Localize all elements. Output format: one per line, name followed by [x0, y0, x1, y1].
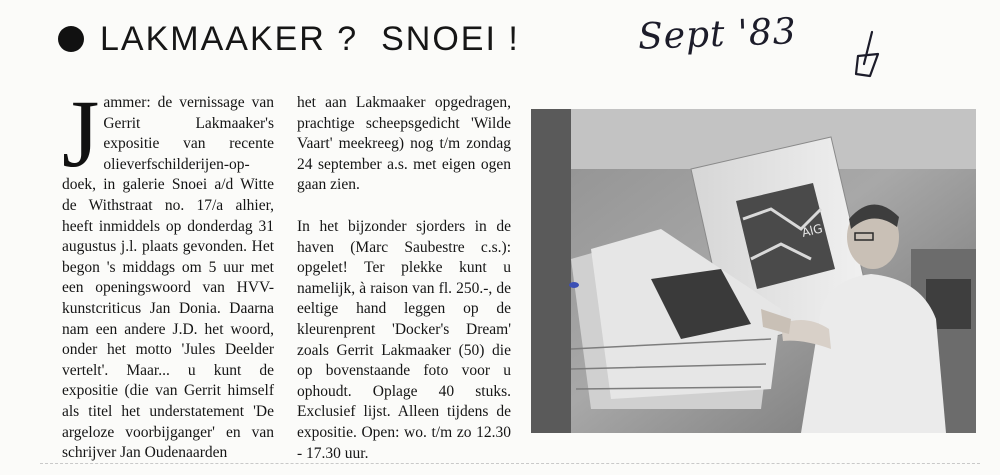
article-paragraph: het aan Lakmaaker opgedragen, prachtige scheepsgedicht 'Wilde Vaart' meekreeg) nog t/m zondag 24 september a.s. met eigen ogen gaan zien. [297, 94, 511, 194]
bullet-icon [58, 26, 84, 52]
article-paragraph: In het bijzonder sjorders in de haven (Marc Saubestre c.s.): opgelet! Ter plekke kunt u namelijk, à raison van fl. 250.-, de eeltige hand leggen op de kleurenprent 'Docker's Dream' zoals Gerrit Lakmaaker (50) die op bovenstaande foto voor u ophoudt. Oplage 40 stuks. Exclusief lijst. Alleen tijdens de expositie. Open: wo. t/m zo 12.30 - 17.30 uur. [297, 217, 511, 462]
article-column-1-text: ammer: de vernissage van Gerrit Lakmaaker's expositie van recente olieverfschilderijen-op-doek, in galerie Snoei a/d Witte de Withstraat no. 17/a alhier, heeft inmiddels op donderdag 31 augustus j.l. plaats gevonden. Het begon 's middags om 5 uur met een openingswoord van HVV-kunstcriticus Jan Donia. Daarna nam een andere J.D. het woord, onder het motto 'Jules Deelder vertelt'. Maar... u kunt de expositie (die van Gerrit himself als titel het understatement 'De argeloze voorbijganger' en van schrijver Jan Oudenaarden [62, 94, 274, 462]
bottom-rule [40, 463, 980, 465]
article-column-2 [297, 93, 511, 464]
handwritten-mark-icon [850, 30, 884, 80]
article-column-1 [62, 80, 274, 464]
artist-photo [531, 109, 976, 433]
handwritten-date: Sept '83 [637, 11, 798, 58]
headline [58, 14, 520, 64]
photo-illustration [531, 109, 976, 433]
headline-title: LAKMAAKER ? SNOEI ! [100, 19, 520, 58]
drop-cap: J [62, 80, 100, 187]
print-label: AlG [800, 221, 824, 240]
